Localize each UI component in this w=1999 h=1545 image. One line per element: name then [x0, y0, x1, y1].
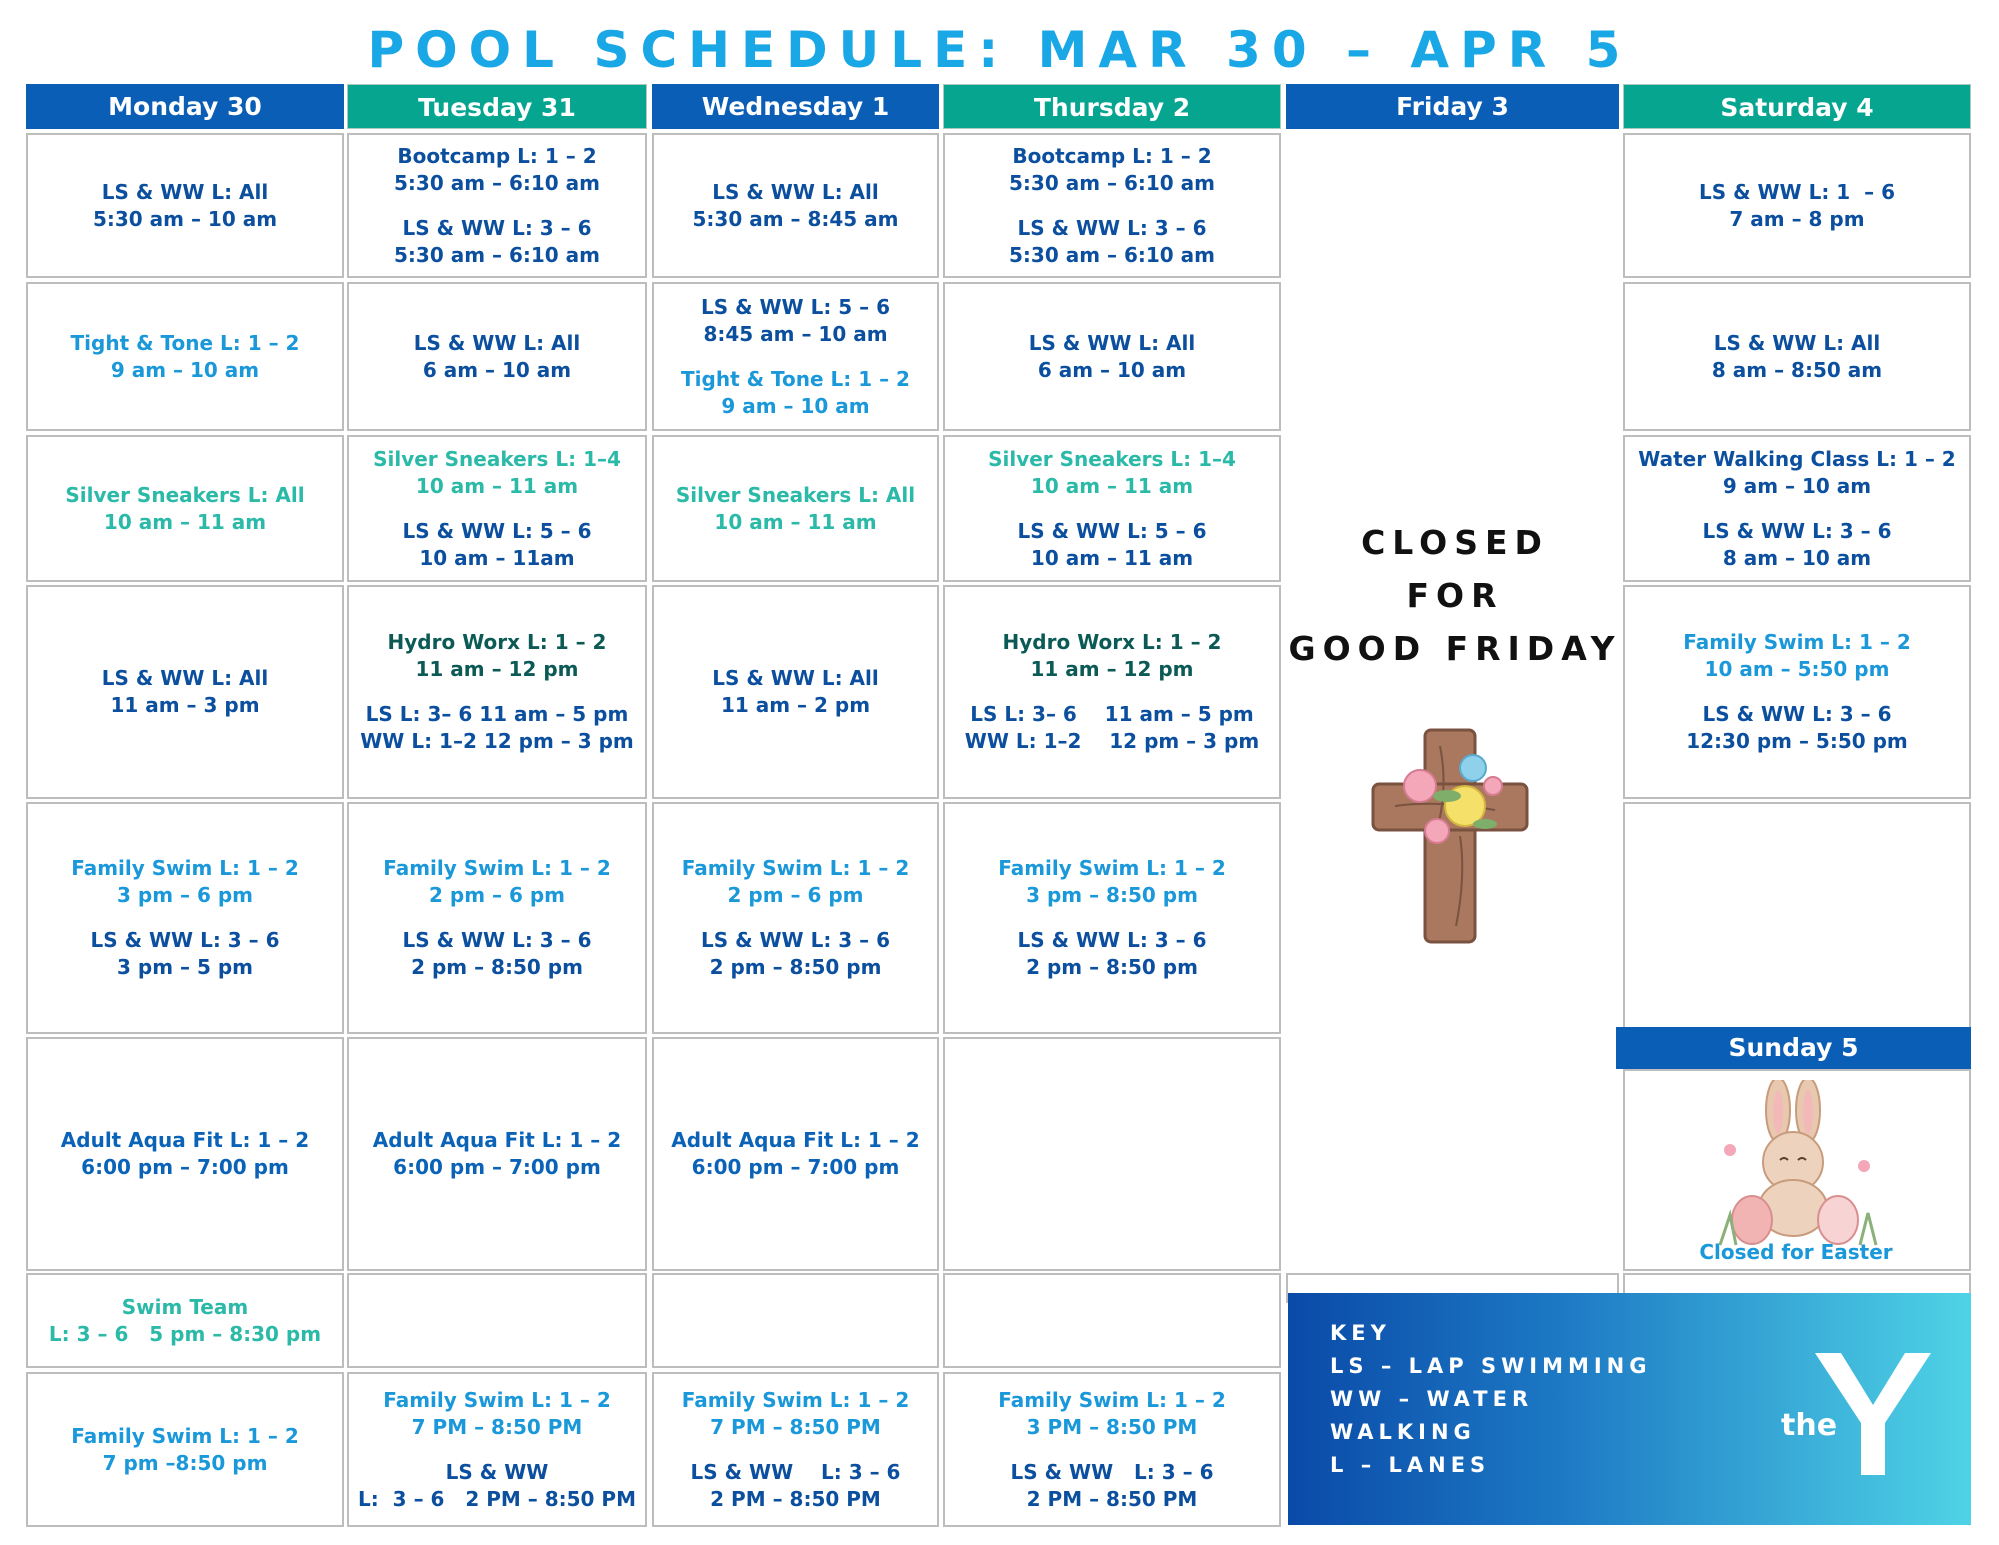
activity-time: 7 PM – 8:50 PM — [411, 1414, 583, 1439]
activity-label: Adult Aqua Fit L: 1 – 2 — [60, 1128, 310, 1152]
closed-line: CLOSED — [1361, 523, 1549, 562]
schedule-cell — [652, 585, 939, 799]
activity-time: 3 PM – 8:50 PM — [1026, 1414, 1198, 1439]
schedule-cell — [1623, 435, 1971, 582]
activity-label: Family Swim L: 1 – 2 — [383, 1387, 611, 1412]
activity-time: 3 pm – 5 pm — [117, 955, 253, 979]
activity-label: Silver Sneakers L: 1–4 — [988, 446, 1236, 471]
activity-time: 6 am – 10 am — [1037, 357, 1187, 382]
day-header-monday: Monday 30 — [26, 84, 344, 129]
activity-time: 8 am – 8:50 am — [1711, 357, 1883, 382]
closed-line: FOR — [1406, 576, 1504, 615]
activity-time: L: 3 – 6 5 pm – 8:30 pm — [48, 1321, 322, 1346]
floral-cross-illustration — [1365, 726, 1535, 946]
activity-time: 6:00 pm – 7:00 pm — [81, 1155, 289, 1179]
activity-label: LS & WW L: 3 – 6 — [1010, 1459, 1214, 1484]
activity-label: LS & WW L: 5 – 6 — [1017, 518, 1207, 543]
activity-time: 2 pm – 8:50 pm — [709, 955, 882, 979]
activity-label: LS & WW L: All — [712, 666, 879, 690]
activity-label: Family Swim L: 1 – 2 — [681, 856, 910, 880]
activity-time: 11 am – 12 pm — [415, 657, 579, 681]
key-line: KEY — [1330, 1321, 1391, 1345]
activity-label: LS & WW L: All — [101, 666, 269, 690]
activity-time: 10 am – 11 am — [1030, 545, 1194, 570]
activity-label: Tight & Tone L: 1 – 2 — [681, 366, 910, 391]
activity-time: 11 am – 3 pm — [110, 693, 260, 717]
activity-label: LS L: 3– 6 11 am – 5 pm — [365, 702, 629, 726]
activity-label: LS & WW L: All — [712, 179, 879, 204]
schedule-cell — [652, 1372, 939, 1527]
schedule-cell — [347, 1372, 647, 1527]
schedule-cell — [943, 1372, 1281, 1527]
activity-time: 5:30 am – 6:10 am — [1008, 242, 1215, 267]
activity-time: 9 am – 10 am — [110, 357, 260, 382]
schedule-cell — [943, 585, 1281, 799]
page-title: POOL SCHEDULE: MAR 30 – APR 5 — [367, 21, 1632, 79]
activity-time: L: 3 – 6 2 PM – 8:50 PM — [358, 1486, 636, 1511]
activity-label: Bootcamp L: 1 – 2 — [1012, 143, 1212, 168]
activity-label: Silver Sneakers L: All — [65, 482, 305, 507]
ymca-logo — [1781, 1343, 1951, 1483]
activity-label: LS & WW L: 3 – 6 — [1702, 518, 1892, 543]
schedule-cell — [652, 1037, 939, 1271]
activity-time: 7 am – 8 pm — [1729, 206, 1865, 231]
activity-label: Water Walking Class L: 1 – 2 — [1638, 446, 1956, 471]
day-header-saturday: Saturday 4 — [1623, 84, 1971, 129]
activity-label: LS & WW L: 5 – 6 — [700, 294, 891, 319]
easter-bunny-illustration — [1700, 1080, 1890, 1250]
schedule-cell — [943, 133, 1281, 278]
activity-time: 2 pm – 6 pm — [429, 883, 565, 907]
activity-label: Family Swim L: 1 – 2 — [998, 1387, 1226, 1412]
activity-time: 2 pm – 8:50 pm — [411, 955, 583, 979]
key-line: WW – WATER — [1330, 1387, 1534, 1411]
schedule-cell — [347, 1037, 647, 1271]
activity-label: Swim Team — [121, 1294, 249, 1319]
schedule-cell — [1623, 282, 1971, 431]
activity-time: 6:00 pm – 7:00 pm — [691, 1155, 900, 1179]
schedule-cell — [1623, 802, 1971, 1030]
activity-label: LS & WW L: All — [413, 330, 581, 355]
schedule-cell — [652, 133, 939, 278]
schedule-cell — [347, 1273, 647, 1368]
schedule-cell — [347, 585, 647, 799]
activity-time: 2 pm – 8:50 pm — [1026, 955, 1198, 979]
activity-label: LS & WW L: 3 – 6 — [90, 928, 280, 952]
activity-label: LS & WW L: 3 – 6 — [1017, 928, 1207, 952]
activity-time: 8:45 am – 10 am — [703, 321, 888, 346]
activity-label: LS & WW — [445, 1459, 549, 1484]
ymca-logo-text: the — [1781, 1408, 1838, 1443]
key-line: WALKING — [1330, 1420, 1476, 1444]
activity-label: Adult Aqua Fit L: 1 – 2 — [671, 1128, 920, 1152]
schedule-cell — [347, 802, 647, 1034]
activity-time: WW L: 1–2 12 pm – 3 pm — [360, 729, 634, 753]
activity-label: LS & WW L: 1 – 6 — [1698, 179, 1896, 204]
activity-time: 2 PM – 8:50 PM — [710, 1486, 881, 1511]
activity-label: Adult Aqua Fit L: 1 – 2 — [372, 1128, 622, 1152]
closed-line: GOOD FRIDAY — [1288, 629, 1622, 668]
day-header-sunday: Sunday 5 — [1616, 1027, 1971, 1069]
schedule-cell — [26, 802, 344, 1034]
day-header-tuesday: Tuesday 31 — [347, 84, 647, 129]
schedule-cell — [26, 1273, 344, 1368]
activity-time: 2 pm – 6 pm — [727, 883, 864, 907]
activity-label: LS & WW L: All — [1028, 330, 1196, 355]
activity-time: 7 pm –8:50 pm — [102, 1450, 268, 1475]
activity-label: Silver Sneakers L: 1–4 — [373, 446, 621, 471]
schedule-cell — [26, 1037, 344, 1271]
schedule-cell — [652, 802, 939, 1034]
activity-time: 5:30 am – 6:10 am — [393, 170, 600, 195]
activity-label: Hydro Worx L: 1 – 2 — [1002, 630, 1222, 654]
activity-time: 6:00 pm – 7:00 pm — [393, 1155, 601, 1179]
day-header-friday: Friday 3 — [1286, 84, 1619, 129]
schedule-cell — [943, 435, 1281, 582]
activity-time: 5:30 am – 10 am — [92, 206, 278, 231]
activity-time: 10 am – 11 am — [415, 473, 579, 498]
schedule-cell — [943, 1273, 1281, 1368]
activity-label: Silver Sneakers L: All — [675, 482, 916, 507]
activity-label: LS & WW L: 3 – 6 — [690, 1459, 901, 1484]
key-legend — [1288, 1293, 1971, 1525]
activity-label: Family Swim L: 1 – 2 — [383, 856, 611, 880]
activity-label: Family Swim L: 1 – 2 — [1683, 630, 1911, 654]
schedule-cell — [943, 802, 1281, 1034]
activity-label: LS L: 3– 6 11 am – 5 pm — [970, 702, 1254, 726]
schedule-cell — [26, 435, 344, 582]
activity-label: Tight & Tone L: 1 – 2 — [70, 330, 300, 355]
activity-time: 9 am – 10 am — [1722, 473, 1872, 498]
day-header-thursday: Thursday 2 — [943, 84, 1281, 129]
schedule-cell — [652, 1273, 939, 1368]
schedule-cell — [26, 1372, 344, 1527]
schedule-cell — [26, 133, 344, 278]
activity-time: 12:30 pm – 5:50 pm — [1686, 729, 1908, 753]
closed-for-easter-text: Closed for Easter — [1699, 1240, 1893, 1264]
key-line: L – LANES — [1330, 1453, 1491, 1477]
schedule-cell — [347, 133, 647, 278]
activity-time: 8 am – 10 am — [1722, 545, 1872, 570]
activity-label: LS & WW L: 3 – 6 — [402, 928, 592, 952]
schedule-cell — [652, 435, 939, 582]
activity-time: WW L: 1–2 12 pm – 3 pm — [964, 729, 1260, 753]
activity-label: Hydro Worx L: 1 – 2 — [387, 630, 607, 654]
activity-time: 7 PM – 8:50 PM — [710, 1414, 881, 1439]
activity-label: LS & WW L: 5 – 6 — [402, 518, 592, 543]
schedule-cell — [26, 585, 344, 799]
activity-time: 9 am – 10 am — [721, 393, 870, 418]
activity-time: 5:30 am – 6:10 am — [393, 242, 600, 267]
activity-time: 5:30 am – 8:45 am — [692, 206, 899, 231]
activity-label: LS & WW L: 3 – 6 — [1702, 702, 1892, 726]
activity-time: 10 am – 11 am — [714, 509, 877, 534]
schedule-cell — [943, 1037, 1281, 1271]
activity-label: LS & WW L: 3 – 6 — [1017, 215, 1207, 240]
activity-time: 5:30 am – 6:10 am — [1008, 170, 1215, 195]
activity-time: 11 am – 2 pm — [720, 693, 871, 717]
friday-closed-cell — [1286, 133, 1619, 1273]
schedule-cell — [347, 435, 647, 582]
key-line: LS – LAP SWIMMING — [1330, 1354, 1652, 1378]
activity-label: Bootcamp L: 1 – 2 — [397, 143, 597, 168]
activity-label: Family Swim L: 1 – 2 — [681, 1387, 910, 1412]
activity-label: Family Swim L: 1 – 2 — [998, 856, 1226, 880]
activity-time: 3 pm – 8:50 pm — [1026, 883, 1198, 907]
activity-time: 2 PM – 8:50 PM — [1026, 1486, 1198, 1511]
schedule-cell — [26, 282, 344, 431]
day-header-wednesday: Wednesday 1 — [652, 84, 939, 129]
activity-label: LS & WW L: 3 – 6 — [402, 215, 592, 240]
schedule-cell — [347, 282, 647, 431]
activity-time: 10 am – 11am — [419, 545, 575, 570]
closed-notice — [1285, 516, 1625, 675]
activity-label: LS & WW L: All — [101, 179, 269, 204]
schedule-cell — [652, 282, 939, 431]
activity-time: 6 am – 10 am — [422, 357, 572, 382]
schedule-cell — [1623, 585, 1971, 799]
schedule-cell — [1623, 133, 1971, 278]
activity-label: Family Swim L: 1 – 2 — [71, 856, 299, 880]
activity-label: LS & WW L: 3 – 6 — [700, 928, 891, 952]
activity-time: 3 pm – 6 pm — [117, 883, 253, 907]
activity-time: 10 am – 11 am — [103, 509, 267, 534]
activity-time: 11 am – 12 pm — [1030, 657, 1194, 681]
key-text — [1330, 1317, 1652, 1482]
schedule-cell — [943, 282, 1281, 431]
activity-label: LS & WW L: All — [1713, 330, 1881, 355]
activity-time: 10 am – 5:50 pm — [1704, 657, 1890, 681]
activity-label: Family Swim L: 1 – 2 — [71, 1423, 299, 1448]
activity-time: 10 am – 11 am — [1030, 473, 1194, 498]
